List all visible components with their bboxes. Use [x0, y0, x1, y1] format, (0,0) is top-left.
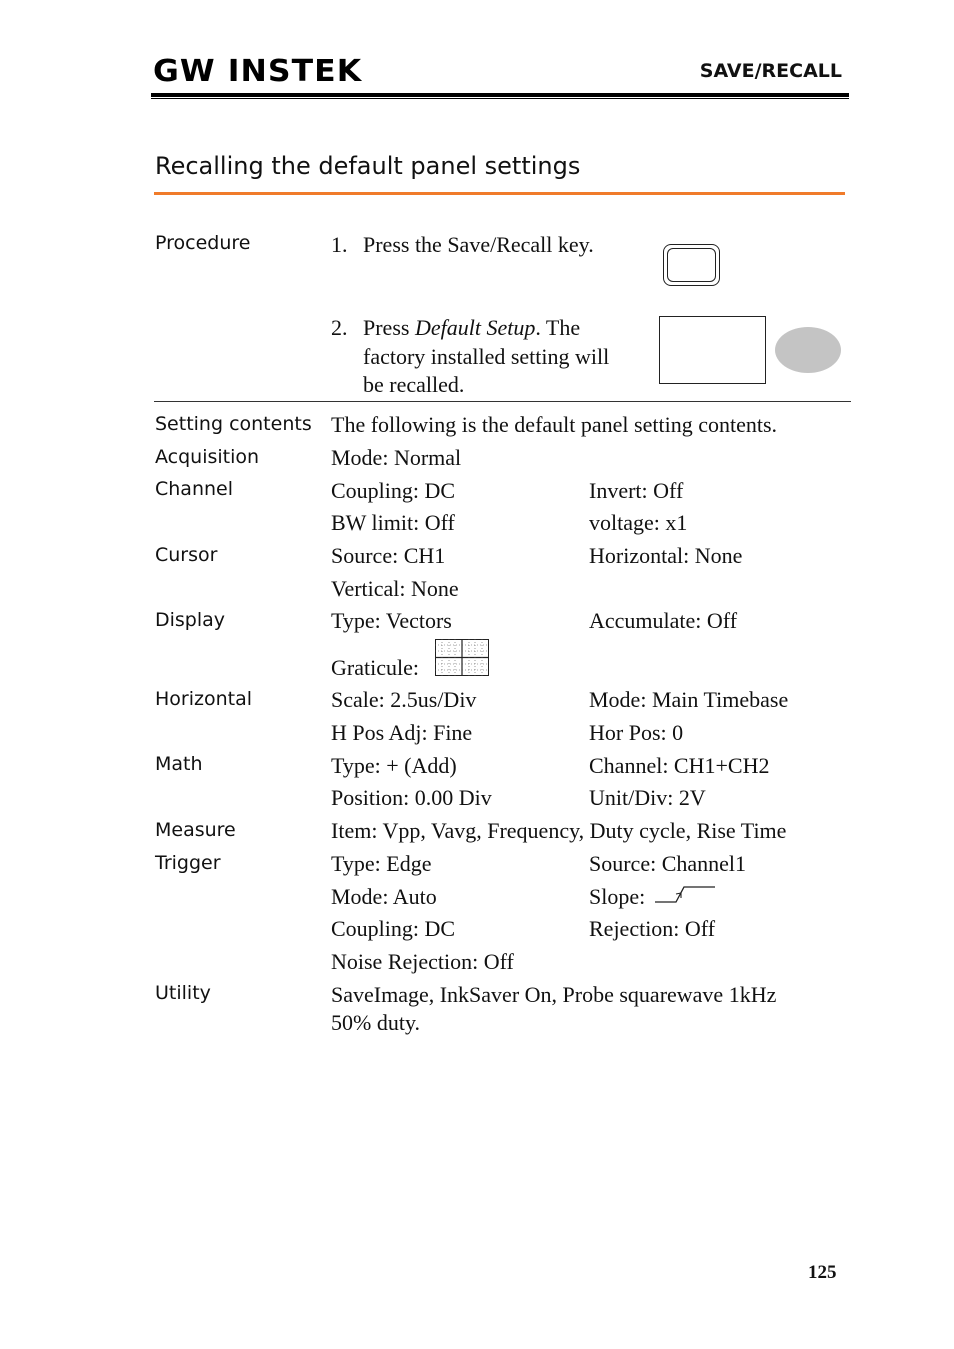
- header-rule-thin: [151, 98, 849, 99]
- procedure-label: Procedure: [155, 232, 251, 254]
- trigger-source: Source: Channel1: [589, 851, 747, 876]
- step2-line3: be recalled.: [363, 372, 465, 397]
- display-type: Type: Vectors: [331, 608, 452, 633]
- step2-l1: . The: [535, 315, 581, 340]
- step1-text: Press the Save/Recall key.: [363, 232, 594, 257]
- channel-label: Channel: [155, 478, 234, 500]
- utility-line2: 50% duty.: [331, 1010, 421, 1035]
- horizontal-scale: Scale: 2.5us/Div: [331, 687, 477, 712]
- step2-number: 2.: [331, 315, 348, 340]
- step2-softkey: Default Setup: [414, 315, 536, 340]
- math-type: Type: + (Add): [331, 753, 457, 778]
- channel-invert: Invert: Off: [589, 478, 684, 503]
- trigger-rejection: Rejection: Off: [589, 916, 716, 941]
- cursor-source: Source: CH1: [331, 543, 446, 568]
- channel-bw-limit: BW limit: Off: [331, 510, 455, 535]
- math-channel: Channel: CH1+CH2: [589, 753, 770, 778]
- save-recall-key-icon: [663, 244, 720, 286]
- trigger-label: Trigger: [155, 852, 221, 874]
- acquisition-mode: Mode: Normal: [331, 445, 462, 470]
- math-label: Math: [155, 753, 203, 775]
- cursor-label: Cursor: [155, 544, 218, 566]
- horizontal-hor-pos: Hor Pos: 0: [589, 720, 684, 745]
- settings-intro: The following is the default panel setting contents.: [331, 412, 778, 437]
- trigger-coupling: Coupling: DC: [331, 916, 456, 941]
- trigger-type: Type: Edge: [331, 851, 432, 876]
- softkey-button-icon: [775, 327, 841, 373]
- display-graticule: Graticule:: [331, 655, 419, 680]
- step2-text: [363, 315, 653, 341]
- step2-line2: factory installed setting will: [363, 344, 610, 369]
- trigger-noise-rejection: Noise Rejection: Off: [331, 949, 514, 974]
- header-rule: [151, 93, 849, 97]
- step1-number: 1.: [331, 232, 348, 257]
- display-accumulate: Accumulate: Off: [589, 608, 738, 633]
- utility-line1: SaveImage, InkSaver On, Probe squarewave 1kHz: [331, 982, 777, 1007]
- page-title: Recalling the default panel settings: [155, 152, 581, 180]
- trigger-mode: Mode: Auto: [331, 884, 437, 909]
- section-divider: [154, 401, 851, 402]
- brand-logo: GW INSTEK: [153, 54, 363, 89]
- acquisition-label: Acquisition: [155, 446, 260, 468]
- settings-label: Setting contents: [155, 413, 312, 435]
- channel-voltage: voltage: x1: [589, 510, 688, 535]
- cursor-horizontal: Horizontal: None: [589, 543, 743, 568]
- softkey-menu-icon: [659, 316, 766, 384]
- section-title: SAVE/RECALL: [699, 60, 842, 82]
- math-unit-div: Unit/Div: 2V: [589, 785, 706, 810]
- math-position: Position: 0.00 Div: [331, 785, 492, 810]
- trigger-slope: Slope:: [589, 884, 646, 909]
- graticule-grid-icon: [435, 639, 489, 676]
- utility-label: Utility: [155, 982, 211, 1004]
- horizontal-mode: Mode: Main Timebase: [589, 687, 789, 712]
- measure-label: Measure: [155, 819, 236, 841]
- horizontal-label: Horizontal: [155, 688, 253, 710]
- channel-coupling: Coupling: DC: [331, 478, 456, 503]
- page-number: 125: [808, 1262, 837, 1283]
- display-label: Display: [155, 609, 226, 631]
- horizontal-hpos-adj: H Pos Adj: Fine: [331, 720, 473, 745]
- cursor-vertical: Vertical: None: [331, 576, 459, 601]
- measure-item: Item: Vpp, Vavg, Frequency, Duty cycle, Rise Time: [331, 818, 787, 843]
- rising-edge-slope-icon: [654, 885, 716, 905]
- step2-pre: Press: [363, 315, 415, 340]
- title-underline: [154, 192, 845, 195]
